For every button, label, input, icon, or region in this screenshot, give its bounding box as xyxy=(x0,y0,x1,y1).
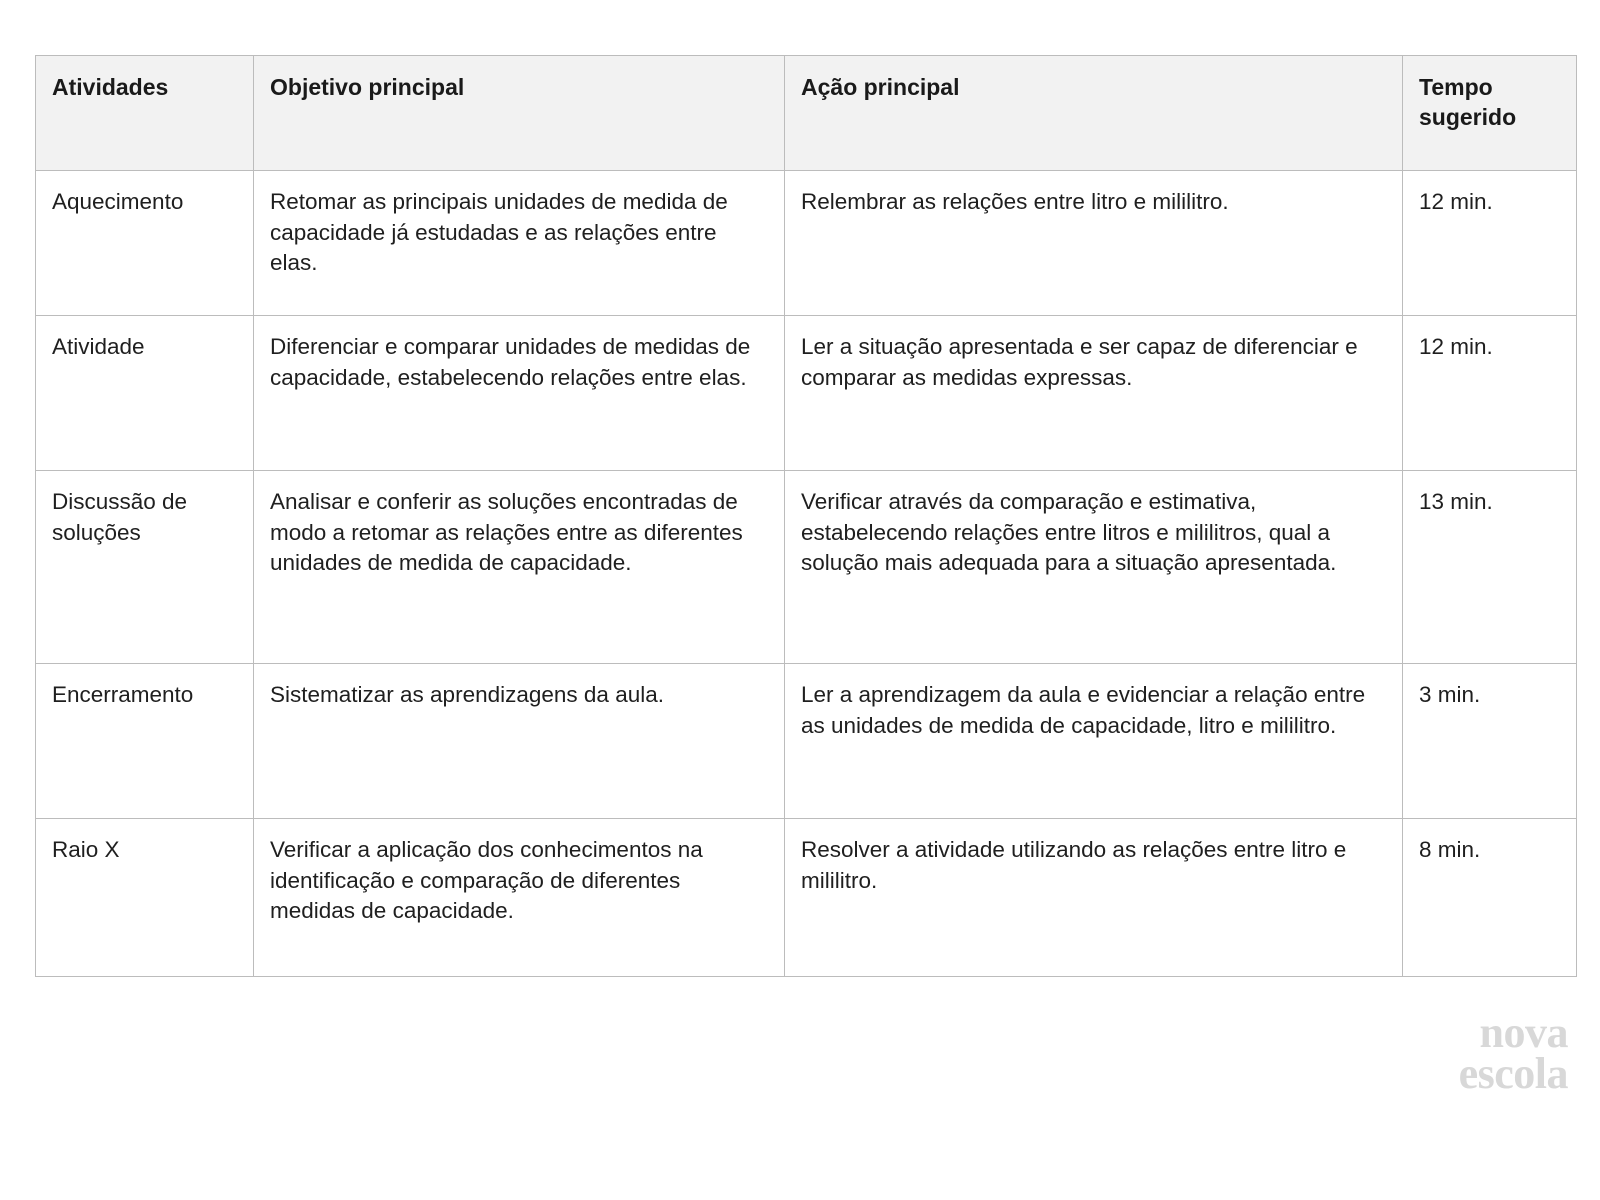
cell-activity: Aquecimento xyxy=(36,171,254,316)
logo-line-nova: nova xyxy=(1479,1008,1568,1057)
cell-activity: Atividade xyxy=(36,316,254,471)
cell-activity: Encerramento xyxy=(36,664,254,819)
column-header-acao-principal: Ação principal xyxy=(785,56,1403,171)
column-header-atividades: Atividades xyxy=(36,56,254,171)
cell-objective: Sistematizar as aprendizagens da aula. xyxy=(254,664,785,819)
cell-time: 8 min. xyxy=(1403,819,1577,977)
lesson-plan-table xyxy=(35,55,1577,977)
table-body xyxy=(36,171,1577,977)
cell-action: Verificar através da comparação e estimativa, estabelecendo relações entre litros e mililitros, qual a solução mais adequada para a situação apresentada. xyxy=(785,471,1403,664)
cell-objective: Retomar as principais unidades de medida de capacidade já estudadas e as relações entre elas. xyxy=(254,171,785,316)
cell-time: 12 min. xyxy=(1403,171,1577,316)
table-header-row xyxy=(36,56,1577,171)
cell-time: 3 min. xyxy=(1403,664,1577,819)
cell-time: 13 min. xyxy=(1403,471,1577,664)
cell-action: Resolver a atividade utilizando as relações entre litro e mililitro. xyxy=(785,819,1403,977)
logo-line-escola: escola xyxy=(1458,1049,1568,1099)
cell-action: Relembrar as relações entre litro e mililitro. xyxy=(785,171,1403,316)
table-row xyxy=(36,471,1577,664)
table-row xyxy=(36,819,1577,977)
cell-objective: Diferenciar e comparar unidades de medidas de capacidade, estabelecendo relações entre elas. xyxy=(254,316,785,471)
table-header xyxy=(36,56,1577,171)
cell-objective: Verificar a aplicação dos conhecimentos na identificação e comparação de diferentes medidas de capacidade. xyxy=(254,819,785,977)
table-row xyxy=(36,316,1577,471)
column-header-tempo-sugerido: Tempo sugerido xyxy=(1403,56,1577,171)
table-row xyxy=(36,664,1577,819)
cell-activity: Raio X xyxy=(36,819,254,977)
table-row xyxy=(36,171,1577,316)
nova-escola-logo xyxy=(1338,1008,1568,1099)
cell-activity: Discussão de soluções xyxy=(36,471,254,664)
cell-action: Ler a situação apresentada e ser capaz de diferenciar e comparar as medidas expressas. xyxy=(785,316,1403,471)
cell-action: Ler a aprendizagem da aula e evidenciar a relação entre as unidades de medida de capacidade, litro e mililitro. xyxy=(785,664,1403,819)
cell-objective: Analisar e conferir as soluções encontradas de modo a retomar as relações entre as diferentes unidades de medida de capacidade. xyxy=(254,471,785,664)
column-header-objetivo-principal: Objetivo principal xyxy=(254,56,785,171)
cell-time: 12 min. xyxy=(1403,316,1577,471)
